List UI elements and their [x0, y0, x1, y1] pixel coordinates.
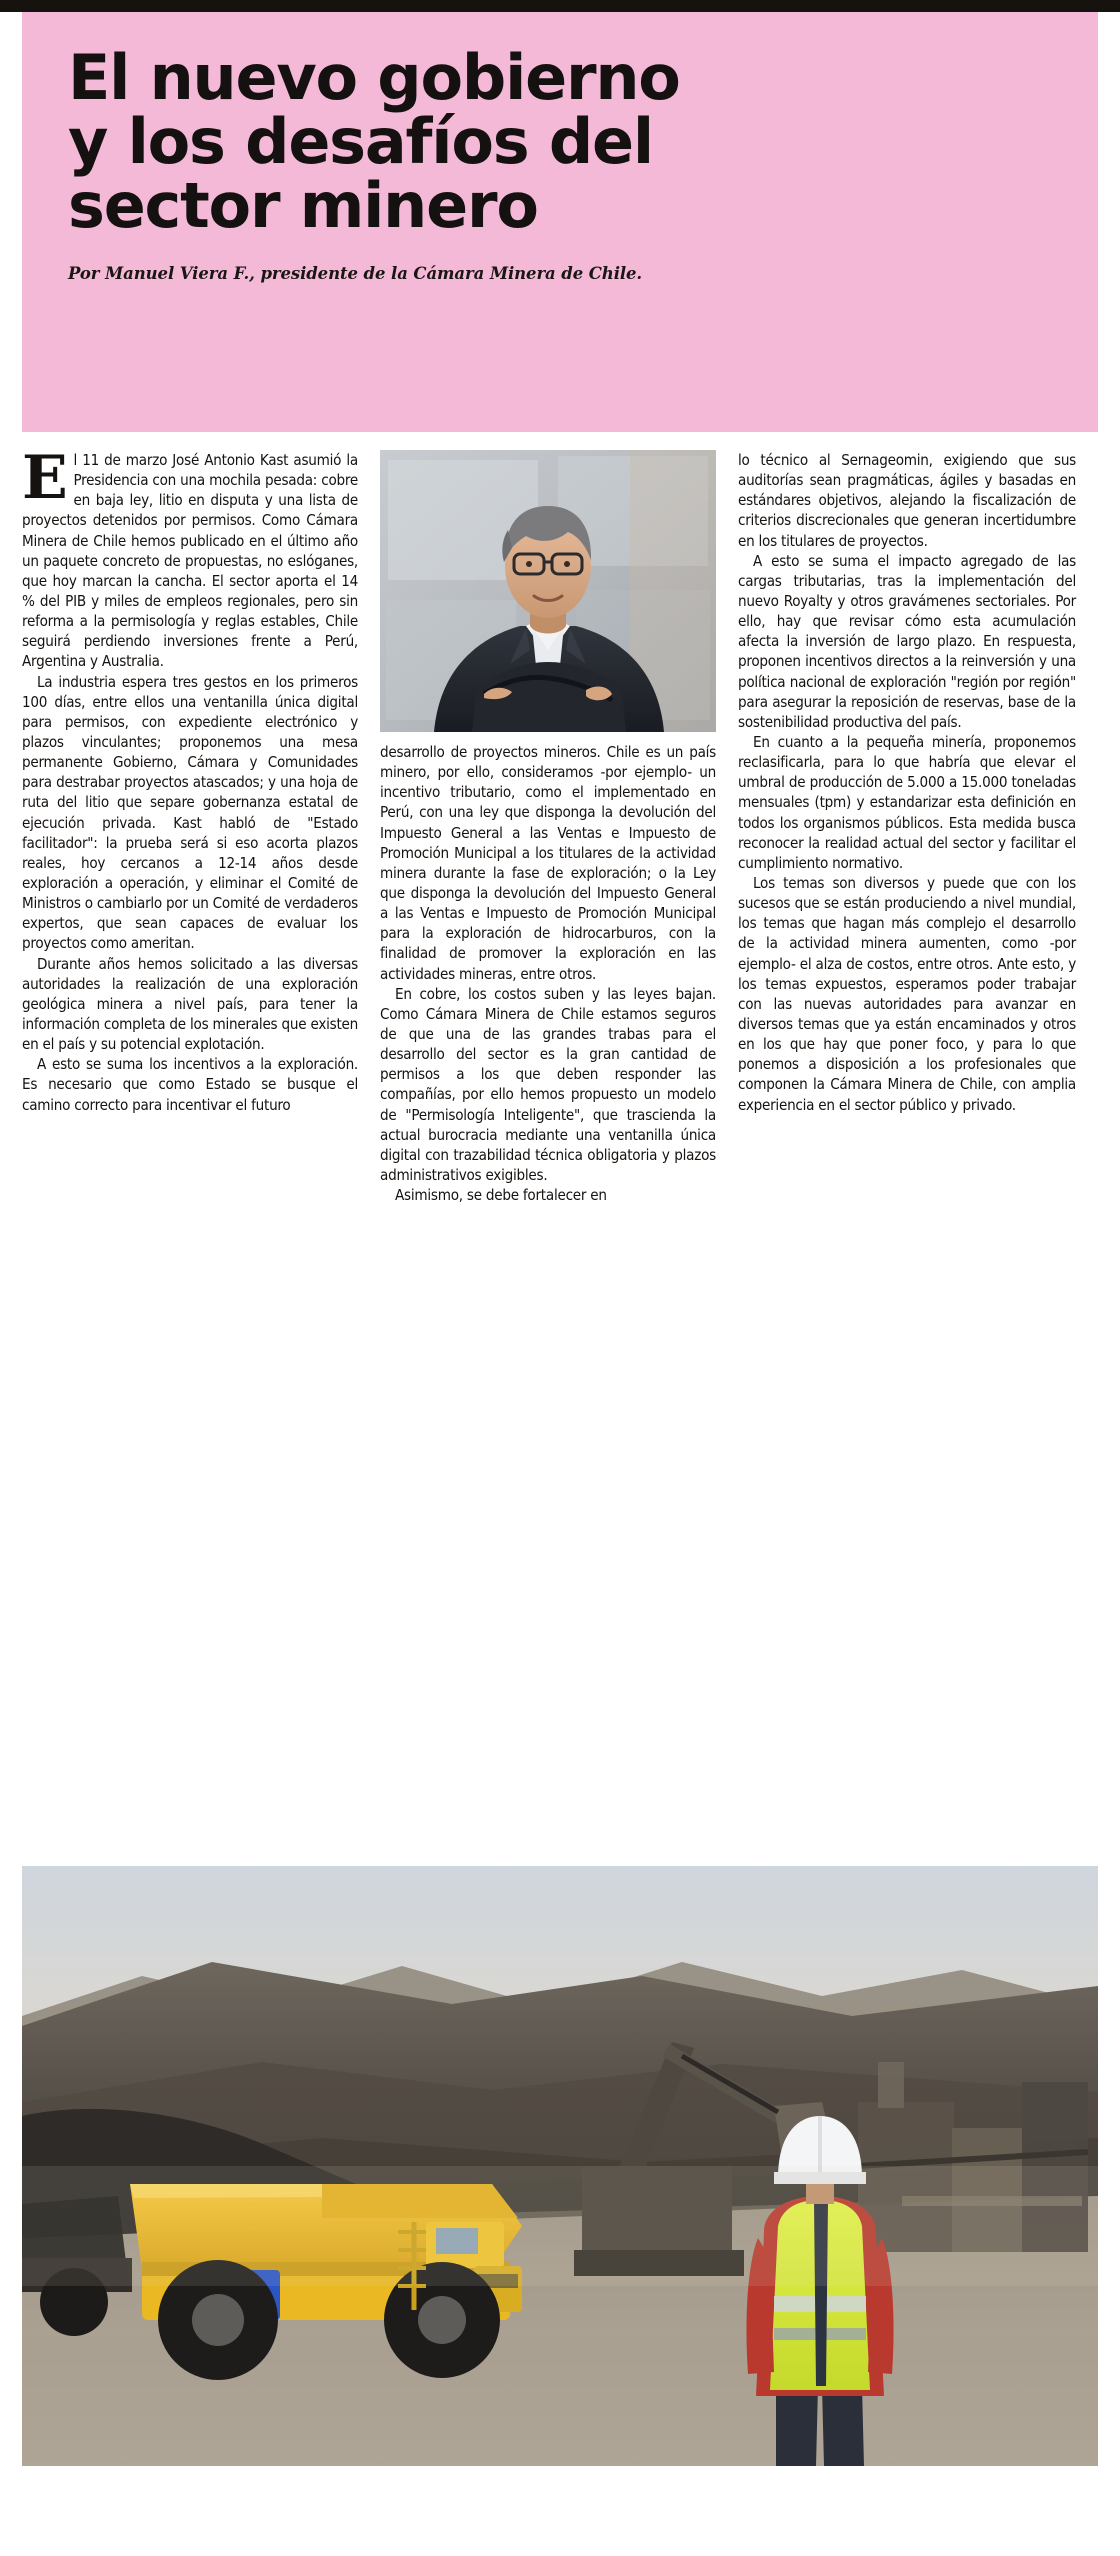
- paragraph: La industria espera tres gestos en los primeros 100 días, entre ellos una ventanilla única digital para permisos, con expediente electrónico y plazos vinculantes; proponemos una mesa permanente Gobierno, Cámara y Comunidades para destrabar proyectos atascados; y una hoja de ruta del litio que separe gobernanza estatal de ejecución privada. Kast habló de "Estado facilitador": la prueba será si eso acorta plazos reales, hoy cercanos a 12-14 años desde exploración a operación, y eliminar el Comité de Ministros o cambiarlo por un Comité de verdaderos expertos, que sean capaces de evaluar los proyectos como ameritan.: [22, 672, 358, 953]
- paragraph: Durante años hemos solicitado a las diversas autoridades la realización de una exploración geológica minera a nivel país, para tener la información completa de los minerales que existen en el país y su potencial explotación.: [22, 954, 358, 1054]
- paragraph: Asimismo, se debe fortalecer en: [395, 1186, 607, 1205]
- page-title: [68, 36, 1052, 242]
- article-column-3: [738, 450, 1076, 1205]
- paragraph: A esto se suma el impacto agregado de las cargas tributarias, tras la implementación del nuevo Royalty y otros gravámenes sectoriales. Por ello, hay que revisar cómo esta acumulación afecta la inversión de largo plazo. En respuesta, proponen incentivos directos a la reinversión y una política nacional de exploración "región por región" para asegurar la reposición de reservas, base de la sostenibilidad productiva del país.: [738, 551, 1076, 731]
- page-top-strip: [0, 0, 1120, 12]
- paragraph: desarrollo de proyectos mineros. Chile es un país minero, por ello, consideramos -por ejemplo- un incentivo tributario, como el implementado en Perú, con una ley que disponga la devolución del Impuesto General a las Ventas e Impuesto de Promoción Municipal a los titulares de la actividad minera durante la fase de exploración; o la Ley que disponga la devolución del Impuesto General a las Ventas e Impuesto de Promoción Municipal para la exploración de hidrocarburos, con la finalidad de promover la exploración en las actividades mineras, entre otros.: [380, 743, 716, 983]
- headline-line-2: y los desafíos del: [68, 104, 653, 178]
- article-column-2: [380, 450, 716, 1205]
- drop-cap: E: [22, 443, 68, 513]
- paragraph: lo técnico al Sernageomin, exigiendo que sus auditorías sean pragmáticas, ágiles y basadas en estándares objetivos, alejando la fiscalización de criterios discrecionales que generan incertidumbre en los titulares de proyectos.: [738, 451, 1076, 550]
- page-content: [22, 12, 1098, 2544]
- article-column-1: [22, 443, 358, 1205]
- portrait-photo: [380, 450, 716, 732]
- headline-line-3: sector minero: [68, 168, 538, 242]
- paragraph-text: l 11 de marzo José Antonio Kast asumió la Presidencia con una mochila pesada: cobre en baja ley, litio en disputa y una lista de proyectos detenidos por permisos. Como Cámara Minera de Chile hemos publicado en el último año un paquete concreto de propuestas, no eslóganes, que hoy marcan la cancha. El sector aporta el 14 % del PIB y miles de empleos regionales, pero sin reforma a la permisología y reglas estables, Chile seguirá perdiendo inversiones frente a Perú, Argentina y Australia.: [22, 451, 358, 671]
- paragraph: [22, 443, 358, 672]
- paragraph: En cuanto a la pequeña minería, proponemos reclasificarla, para lo que habría que elevar el umbral de producción de 5.000 a 15.000 toneladas mensuales (tpm) y estandarizar esta definición en todos los organismos públicos. Esta medida busca reconocer la realidad actual del sector y facilitar el cumplimiento normativo.: [738, 732, 1076, 872]
- article-body: [22, 443, 1098, 1850]
- paragraph: Los temas son diversos y puede que con los sucesos que se están produciendo a nivel mundial, los temas que hagan más complejo el desarrollo de la actividad minera aumenten, como -por ejemplo- el alza de costos, entre otros. Ante esto, y los temas expuestos, esperamos poder trabajar con las nuevas autoridades para avanzar en diversos temas que ya están encaminados y otros en los que hay que poner foco, y para lo que ponemos a disposición a los profesionales que componen la Cámara Minera de Chile, con amplia experiencia en el sector público y privado.: [738, 873, 1076, 1114]
- mining-photo: [22, 1866, 1098, 2466]
- headline-line-1: El nuevo gobierno: [68, 41, 680, 114]
- paragraph: En cobre, los costos suben y las leyes bajan. Como Cámara Minera de Chile estamos seguros de que una de las grandes trabas para el desarrollo del sector es la gran cantidad de permisos a los que deben responder las compañías, por ello hemos propuesto un modelo de "Permisología Inteligente", que trascienda la actual burocracia mediante una ventanilla única digital con trazabilidad técnica obligatoria y plazos administrativos exigibles.: [380, 984, 716, 1184]
- byline: Por Manuel Viera F., presidente de la Cámara Minera de Chile.: [68, 263, 643, 283]
- headline-block: [22, 12, 1098, 432]
- paragraph: A esto se suma los incentivos a la exploración. Es necesario que como Estado se busque el camino correcto para incentivar el futuro: [22, 1055, 358, 1114]
